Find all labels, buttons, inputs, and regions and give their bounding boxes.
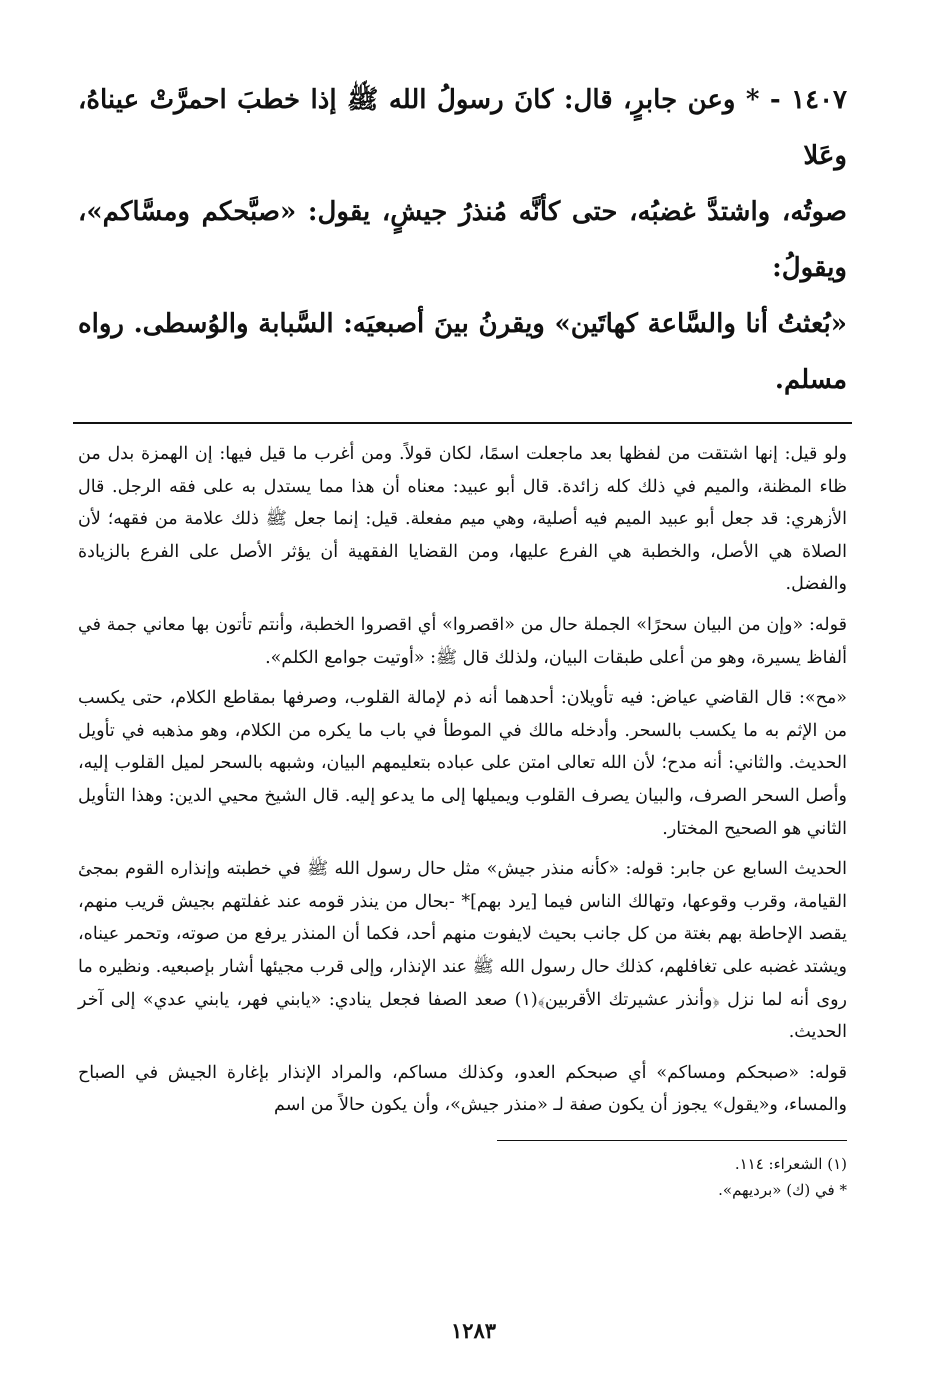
footnote: (١) الشعراء: ١١٤. — [734, 1154, 847, 1173]
footnotes — [78, 1151, 847, 1203]
section-divider — [73, 422, 852, 424]
commentary-paragraph: قوله: «صبحكم ومساكم» أي صبحكم العدو، وكذلك مساكم، والمراد الإنذار بإغارة الجيش في الصباح والمساء، و«يقول» يجوز أن يكون صفة لـ «منذر جيش»، وأن يكون حالاً من اسم — [78, 1062, 847, 1116]
hadith-line: «بُعثتُ أنا والسَّاعة كهاتَين» ويقرنُ بينَ أصبعيَه: السَّبابة والوُسطى. رواه مسلم. — [78, 309, 847, 395]
hadith-line: ١٤٠٧ - * وعن جابرٍ، قال: كانَ رسولُ الله ﷺ إذا خطبَ احمرَّتْ عيناهُ، وعَلا — [78, 85, 847, 171]
hadith-text — [78, 72, 847, 408]
commentary-paragraph: ولو قيل: إنها اشتقت من لفظها بعد ماجعلت اسمًا، لكان قولاً. ومن أغرب ما قيل فيها: إن الهمزة بدل من ظاء المظنة، والميم في ذلك كله زائدة. قال أبو عبيد: معناه أن هذا مما يستدل به على فقه الرجل. قال الأزهري: قد جعل أبو عبيد الميم فيه أصلية، وهي ميم مفعلة. قيل: إنما جعل ﷺ ذلك علامة من فقهه؛ لأن الصلاة هي الأصل، والخطبة هي الفرع عليها، ومن القضايا الفقهية أن يؤثر الأصل على الفرع بالزيادة والفضل. — [78, 444, 847, 595]
footnote: * في (ك) «برديهم». — [718, 1180, 847, 1199]
commentary-paragraph: قوله: «وإن من البيان سحرًا» الجملة حال من «اقصروا» أي اقصروا الخطبة، وأنتم تأتون بها معاني جمة في ألفاظ يسيرة، وهو من أعلى طبقات البيان، ولذلك قال ﷺ: «أوتيت جوامع الكلم». — [78, 614, 847, 668]
commentary — [78, 438, 847, 1122]
page-number: ١٢٨٣ — [450, 1318, 497, 1343]
commentary-paragraph: «مح»: قال القاضي عياض: فيه تأويلان: أحدهما أنه ذم لإمالة القلوب، وصرفها بمقاطع الكلام، حتى يكسب من الإثم به ما يكسب بالسحر. وأدخله مالك في الموطأ في باب ما يكره من الكلام، وهو مذهبه في تأويل الحديث. والثاني: أنه مدح؛ لأن الله تعالى امتن على عباده بتعليمهم البيان، وشبهه بالسحر لميل القلوب إليه، وأصل السحر الصرف، والبيان يصرف القلوب ويميلها إلى ما يدعو إليه. قال الشيخ محيي الدين: وهذا التأويل الثاني هو الصحيح المختار. — [78, 688, 847, 839]
footnote-divider — [497, 1140, 847, 1141]
hadith-line: صوتُه، واشتدَّ غضبُه، حتى كأنَّه مُنذرُ جيشٍ، يقول: «صبَّحكم ومسَّاكم»، ويقولُ: — [78, 197, 847, 283]
commentary-paragraph: الحديث السابع عن جابر: قوله: «كأنه منذر جيش» مثل حال رسول الله ﷺ في خطبته وإنذاره القوم بمجئ القيامة، وقرب وقوعها، وتهالك الناس فيما [يرد بهم]* -بحال من ينذر قومه عند غفلتهم بجيش قريب منهم، يقصد الإحاطة بهم بغتة من كل جانب بحيث لايفوت منهم أحد، فكما أن المنذر يرفع من صوته، وتحمر عيناه، ويشتد غضبه على تغافلهم، كذلك حال رسول الله ﷺ عند الإنذار، وإلى قرب مجيئها أشار بإصبعيه. ونظيره ما روى أنه لما نزل ﴿وأنذر عشيرتك الأقربين﴾(١) صعد الصفا فجعل ينادي: «يابني فهر، يابني عدي» إلى آخر الحديث. — [78, 859, 847, 1043]
